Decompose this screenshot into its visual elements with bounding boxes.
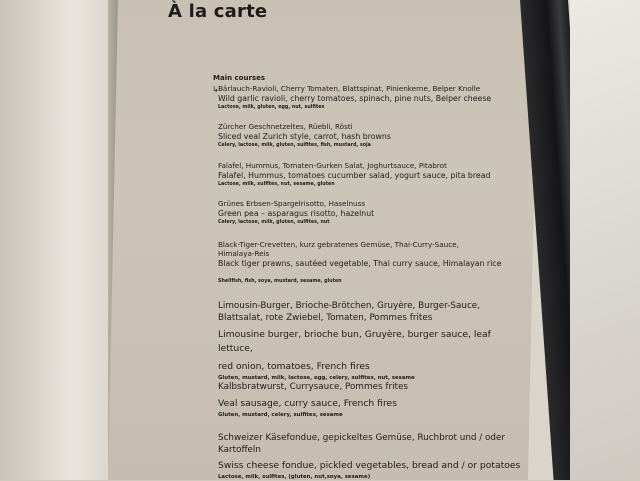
bullet-icon: ↳ bbox=[212, 85, 219, 94]
dish-name-en: Black tiger prawns, sautéed vegetable, Thai curry sauce, Himalayan rice bbox=[218, 259, 502, 268]
dish-item bbox=[218, 240, 502, 285]
dish-name-en: Limousine burger, brioche bun, Gruyère, burger sauce, leaf lettuce, bbox=[218, 329, 491, 354]
dish-name-de: Zürcher Geschnetzeltes, Rüebli, Rösti bbox=[218, 122, 353, 131]
dish-item bbox=[218, 84, 518, 111]
dish-name-en-continued: red onion, tomatoes, French fires bbox=[218, 361, 370, 372]
dish-item bbox=[218, 161, 518, 188]
dish-item bbox=[218, 300, 518, 382]
menu-content bbox=[150, 0, 530, 480]
section-heading: Main courses bbox=[213, 74, 265, 82]
dish-allergens: Lactose, milk, sulfites, nut, sesame, gluten bbox=[218, 182, 335, 187]
dish-item bbox=[218, 199, 518, 226]
dish-allergens: Gluten, mustard, milk, lactose, egg, celery, sulfites, nut, sesame bbox=[218, 375, 415, 381]
dish-name-de: Kalbsbratwurst, Currysauce, Pommes frites bbox=[218, 382, 408, 392]
dish-name-de: Schweizer Käsefondue, gepickeltes Gemüse, Ruchbrot und / oder Kartoffeln bbox=[218, 433, 506, 455]
dish-name-de: Black-Tiger-Crevetten, kurz gebratenes Gemüse, Thai-Curry-Sauce, Himalaya-Reis bbox=[218, 240, 459, 258]
dish-name-de: Limousin-Burger, Brioche-Brötchen, Gruyère, Burger-Sauce, Blattsalat, rote Zwiebel, Tomaten, Pommes frites bbox=[218, 301, 481, 323]
page-title: À la carte bbox=[168, 1, 268, 22]
dish-name-de: Falafel, Hummus, Tomaten-Gurken Salat, Joghurtsauce, Pitabrot bbox=[218, 161, 447, 170]
dish-name-en: Swiss cheese fondue, pickled vegetables, bread and / or potatoes bbox=[218, 460, 521, 471]
dish-name-de: Grünes Erbsen-Spargelrisotto, Haselnuss bbox=[218, 199, 366, 208]
dish-name-de: Bärlauch-Ravioli, Cherry Tomaten, Blattspinat, Pinienkerne, Belper Knolle bbox=[218, 84, 481, 93]
dish-name-en: Falafel, Hummus, tomatoes cucumber salad, yogurt sauce, pita bread bbox=[218, 171, 491, 180]
dish-allergens: Shellfish, fish, soya, mustard, sesame, gluten bbox=[218, 279, 342, 284]
dish-item bbox=[218, 381, 518, 419]
dish-item bbox=[218, 432, 548, 481]
tablecloth bbox=[570, 0, 640, 480]
dish-allergens: Gluten, mustard, celery, sulfites, sesame bbox=[218, 412, 343, 418]
dish-allergens: Lactose, milk, sulfites, (gluten, nut,soya, sesame) bbox=[218, 474, 371, 480]
dish-allergens: Lactose, milk, gluten, egg, nut, sulfites bbox=[218, 105, 325, 110]
dish-allergens: Celery, lactose, milk, gluten, sulfites, nut bbox=[218, 220, 330, 225]
dish-item bbox=[218, 122, 518, 149]
dish-allergens: Celery, lactose, milk, gluten, sulfites, fish, mustard, soja bbox=[218, 143, 371, 148]
dish-name-en: Green pea – asparagus risotto, hazelnut bbox=[218, 209, 375, 218]
dish-name-en: Veal sausage, curry sauce, French fires bbox=[218, 398, 397, 409]
left-blank-page bbox=[0, 0, 120, 480]
dish-name-en: Sliced veal Zurich style, carrot, hash browns bbox=[218, 132, 391, 141]
dish-name-en: Wild garlic ravioli, cherry tomatoes, spinach, pine nuts, Belper cheese bbox=[218, 94, 492, 103]
